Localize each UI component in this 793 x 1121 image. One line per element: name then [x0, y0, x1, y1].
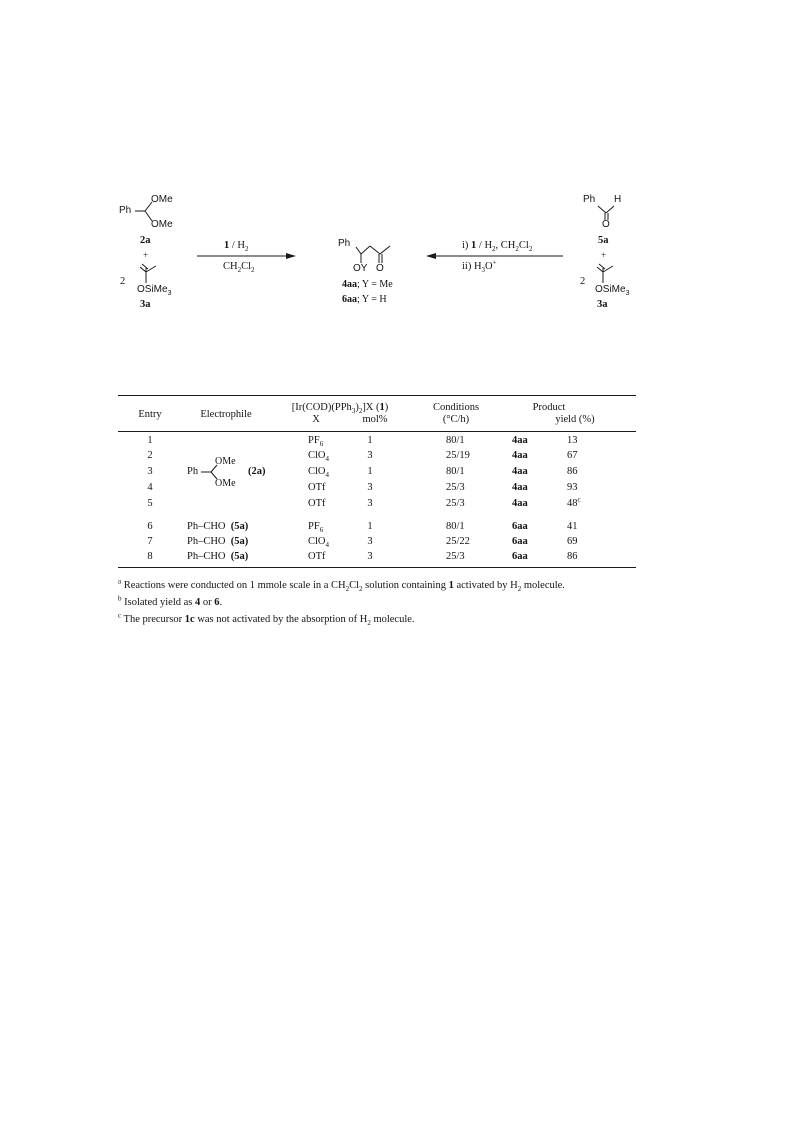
row-product: 4aa: [512, 466, 528, 477]
footnote-c: $^c$ The precursor 1c was not activated by the absorption of $H_2$ molecule.: [118, 611, 415, 628]
row-mol: 3: [367, 498, 373, 509]
row-conditions: 80/1: [446, 435, 465, 446]
row-product: 4aa: [512, 450, 528, 461]
compound-label-2a: 2a: [140, 235, 151, 246]
row-anion: ClO$_4$: [308, 536, 330, 550]
row-product: 6aa: [512, 536, 528, 547]
row-yield: 48$^c$: [567, 495, 581, 509]
row-yield: 93: [567, 482, 578, 493]
ph-label: Ph: [583, 194, 596, 205]
header-conditions: Conditions: [432, 402, 480, 413]
row-electrophile: Ph–CHO (5a): [187, 536, 249, 547]
row-mol: 1: [367, 466, 373, 477]
row-conditions: 80/1: [446, 466, 465, 477]
row-conditions: 25/19: [446, 450, 470, 461]
row-conditions: 25/3: [446, 498, 465, 509]
arrow-step-1: i) $1 / H_2$, $CH_2Cl_2$: [462, 240, 533, 254]
header-catalyst: $[Ir(COD)(PPh_3)_2]X$ (1): [291, 402, 389, 416]
compound-label-2a: (2a): [248, 466, 266, 477]
row-anion: ClO$_4$: [308, 466, 330, 480]
row-yield: 41: [567, 521, 578, 532]
row-product: 4aa: [512, 435, 528, 446]
footnote-b: $^b$ Isolated yield as 4 or 6.: [118, 594, 223, 608]
row-yield: 86: [567, 551, 578, 562]
ph-label: Ph: [338, 238, 351, 249]
compound-label-3a: 3a: [140, 299, 151, 310]
ph-label: Ph: [187, 466, 199, 477]
oy-label: OY: [353, 263, 368, 274]
row-anion: $PF_6$: [308, 521, 324, 535]
arrow-solvent: $CH_2Cl_2$: [223, 261, 255, 275]
row-entry: 8: [147, 551, 153, 562]
footnote-a: $^a$ Reactions were conducted on 1 mmole scale in a $CH_2Cl_2$ solution containing 1 activated by $H_2$ molecule.: [118, 577, 565, 594]
ome-label: OMe: [151, 194, 173, 205]
ome-label: OMe: [215, 456, 236, 467]
osime3-label: OSiMe$_3$: [595, 284, 630, 297]
row-conditions: 25/22: [446, 536, 470, 547]
h-label: H: [614, 194, 622, 205]
row-product: 6aa: [512, 521, 528, 532]
row-yield: 86: [567, 466, 578, 477]
product-label-6aa: 6aa; Y = H: [342, 294, 387, 305]
row-mol: 3: [367, 482, 373, 493]
row-anion: ClO$_4$: [308, 450, 330, 464]
row-entry: 6: [147, 521, 153, 532]
row-entry: 5: [147, 498, 153, 509]
header-mol: mol%: [362, 414, 388, 425]
row-mol: 3: [367, 551, 373, 562]
coefficient: 2: [580, 276, 586, 287]
row-conditions: 25/3: [446, 482, 465, 493]
row-mol: 3: [367, 536, 373, 547]
row-anion: $PF_6$: [308, 435, 324, 449]
plus-sign: +: [143, 250, 149, 260]
o-label: O: [376, 263, 384, 274]
header-x: X: [312, 414, 320, 425]
row-anion: OTf: [308, 498, 326, 509]
osime3-label: OSiMe$_3$: [137, 284, 172, 297]
row-conditions: 80/1: [446, 521, 465, 532]
row-electrophile: Ph–CHO (5a): [187, 521, 249, 532]
ome-label: OMe: [215, 478, 236, 489]
row-entry: 2: [147, 450, 153, 461]
plus-sign: +: [601, 250, 607, 260]
row-anion: OTf: [308, 482, 326, 493]
arrow-step-2: ii) $H_3O^+$: [462, 258, 497, 275]
row-product: 4aa: [512, 482, 528, 493]
row-anion: OTf: [308, 551, 326, 562]
compound-label-5a: 5a: [598, 235, 609, 246]
row-entry: 1: [147, 435, 153, 446]
row-entry: 4: [147, 482, 153, 493]
row-product: 4aa: [512, 498, 528, 509]
header-electrophile: Electrophile: [200, 409, 252, 420]
product-label-4aa: 4aa; Y = Me: [342, 279, 393, 290]
header-product: Product: [532, 402, 566, 413]
row-mol: 1: [367, 521, 373, 532]
row-mol: 1: [367, 435, 373, 446]
row-yield: 13: [567, 435, 578, 446]
arrow-reagent: $1 / H_2$: [224, 240, 249, 254]
o-label: O: [602, 219, 610, 230]
ome-label: OMe: [151, 219, 173, 230]
header-yield: yield (%): [555, 414, 595, 425]
ph-label: Ph: [119, 205, 132, 216]
row-product: 6aa: [512, 551, 528, 562]
row-yield: 67: [567, 450, 578, 461]
header-conditions-unit: (°C/h): [442, 414, 470, 425]
row-conditions: 25/3: [446, 551, 465, 562]
coefficient: 2: [120, 276, 126, 287]
row-entry: 3: [147, 466, 153, 477]
row-electrophile: Ph–CHO (5a): [187, 551, 249, 562]
header-entry: Entry: [138, 409, 162, 420]
compound-label-3a: 3a: [597, 299, 608, 310]
row-entry: 7: [147, 536, 153, 547]
row-mol: 3: [367, 450, 373, 461]
row-yield: 69: [567, 536, 578, 547]
